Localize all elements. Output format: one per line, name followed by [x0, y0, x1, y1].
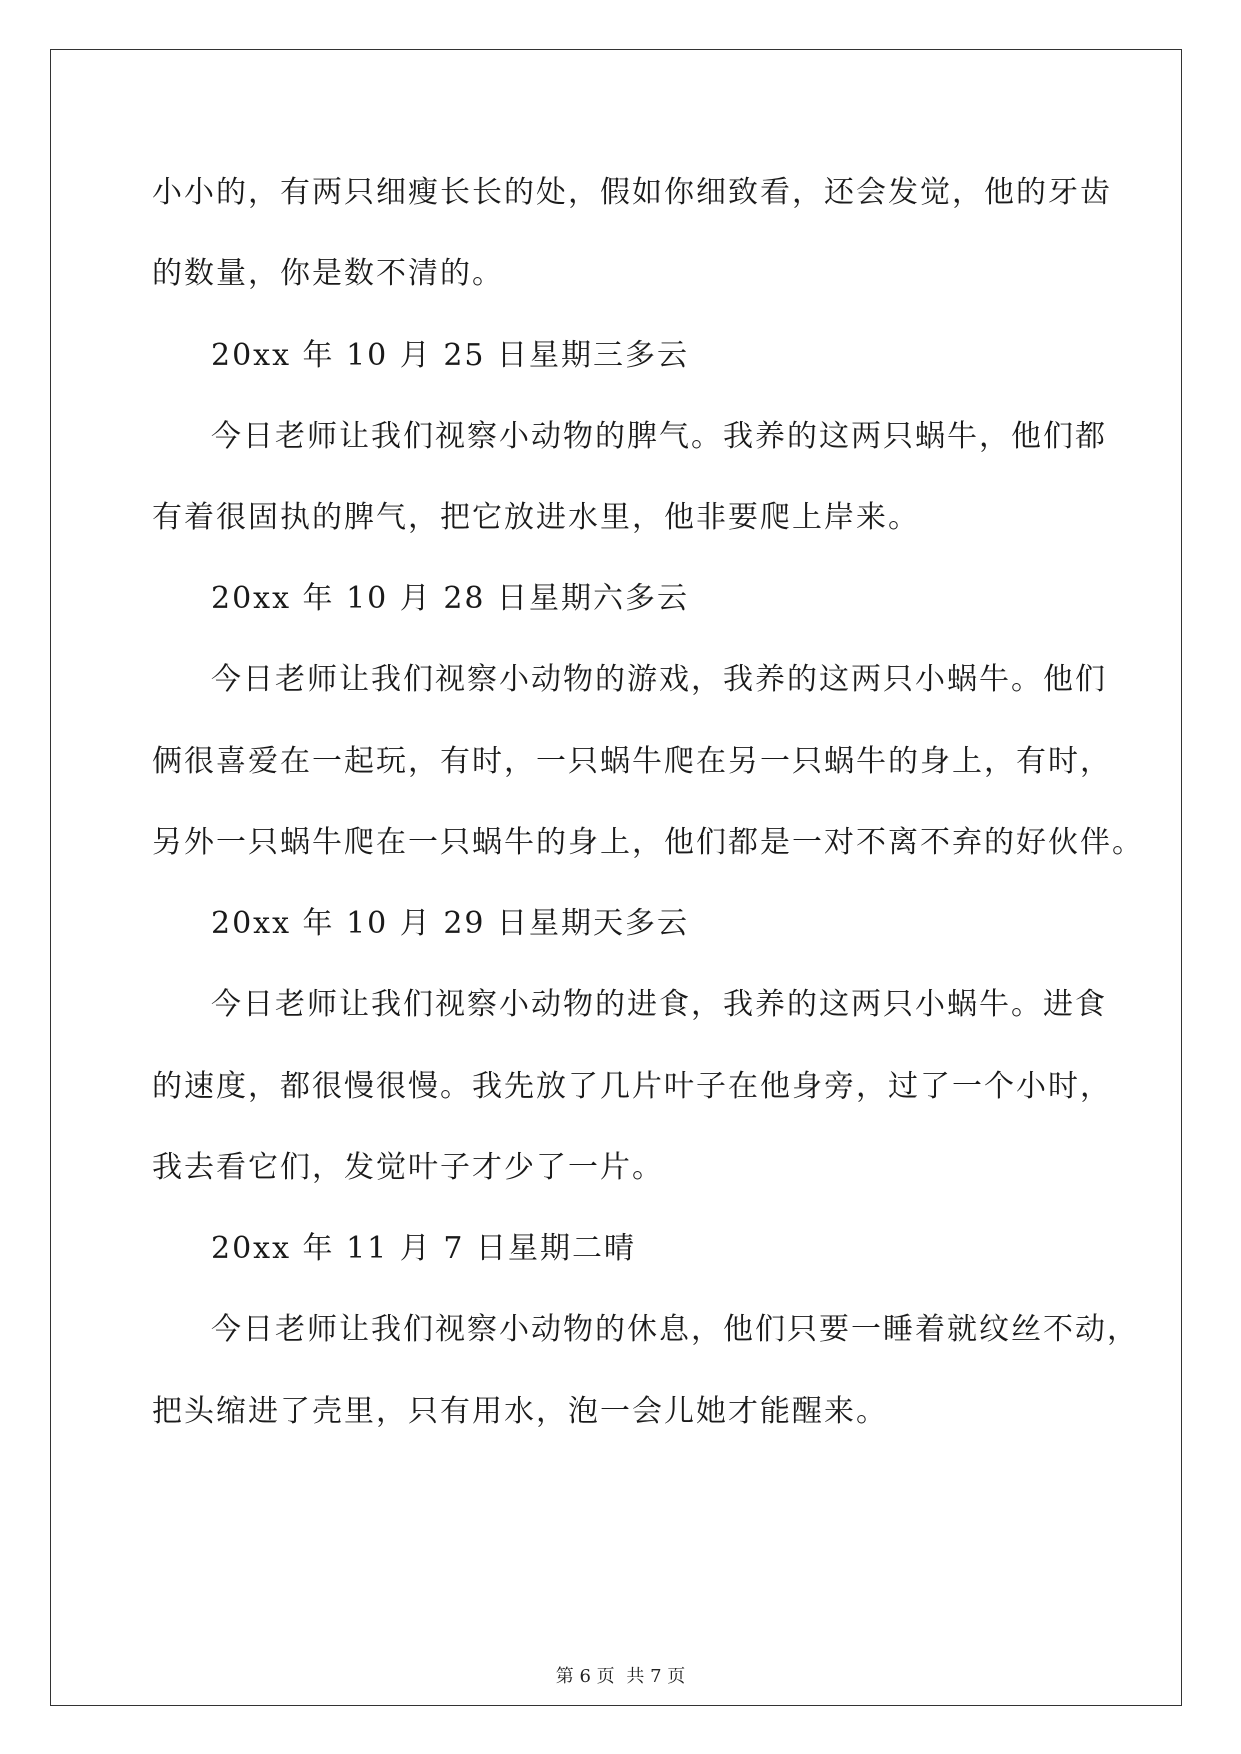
- page-number: 第 6 页: [555, 1666, 615, 1687]
- diary-date-heading: 20xx 年 10 月 28 日星期六多云: [211, 581, 690, 616]
- text-line: 我去看它们，发觉叶子才少了一片。: [152, 1150, 664, 1185]
- text-line: 今日老师让我们视察小动物的进食，我养的这两只小蜗牛。进食: [211, 987, 1107, 1022]
- diary-date-heading: 20xx 年 10 月 29 日星期天多云: [211, 906, 690, 941]
- text-line: 的速度，都很慢很慢。我先放了几片叶子在他身旁，过了一个小时，: [152, 1069, 1112, 1104]
- text-line: 另外一只蜗牛爬在一只蜗牛的身上，他们都是一对不离不弃的好伙伴。: [152, 825, 1144, 860]
- text-line: 今日老师让我们视察小动物的游戏，我养的这两只小蜗牛。他们: [211, 662, 1107, 697]
- text-line: 的数量，你是数不清的。: [152, 256, 504, 291]
- diary-date-heading: 20xx 年 10 月 25 日星期三多云: [211, 338, 690, 373]
- page-total: 共 7 页: [626, 1666, 686, 1687]
- text-line: 小小的，有两只细瘦长长的处，假如你细致看，还会发觉，他的牙齿: [152, 175, 1112, 210]
- page-frame: [50, 49, 1182, 1706]
- text-line: 今日老师让我们视察小动物的休息，他们只要一睡着就纹丝不动，: [211, 1312, 1139, 1347]
- text-line: 今日老师让我们视察小动物的脾气。我养的这两只蜗牛，他们都: [211, 419, 1107, 454]
- text-line: 俩很喜爱在一起玩，有时，一只蜗牛爬在另一只蜗牛的身上，有时，: [152, 744, 1112, 779]
- text-line: 有着很固执的脾气，把它放进水里，他非要爬上岸来。: [152, 500, 920, 535]
- text-line: 把头缩进了壳里，只有用水，泡一会儿她才能醒来。: [152, 1394, 888, 1429]
- diary-date-heading: 20xx 年 11 月 7 日星期二晴: [211, 1231, 636, 1266]
- page-footer: [0, 1665, 1241, 1689]
